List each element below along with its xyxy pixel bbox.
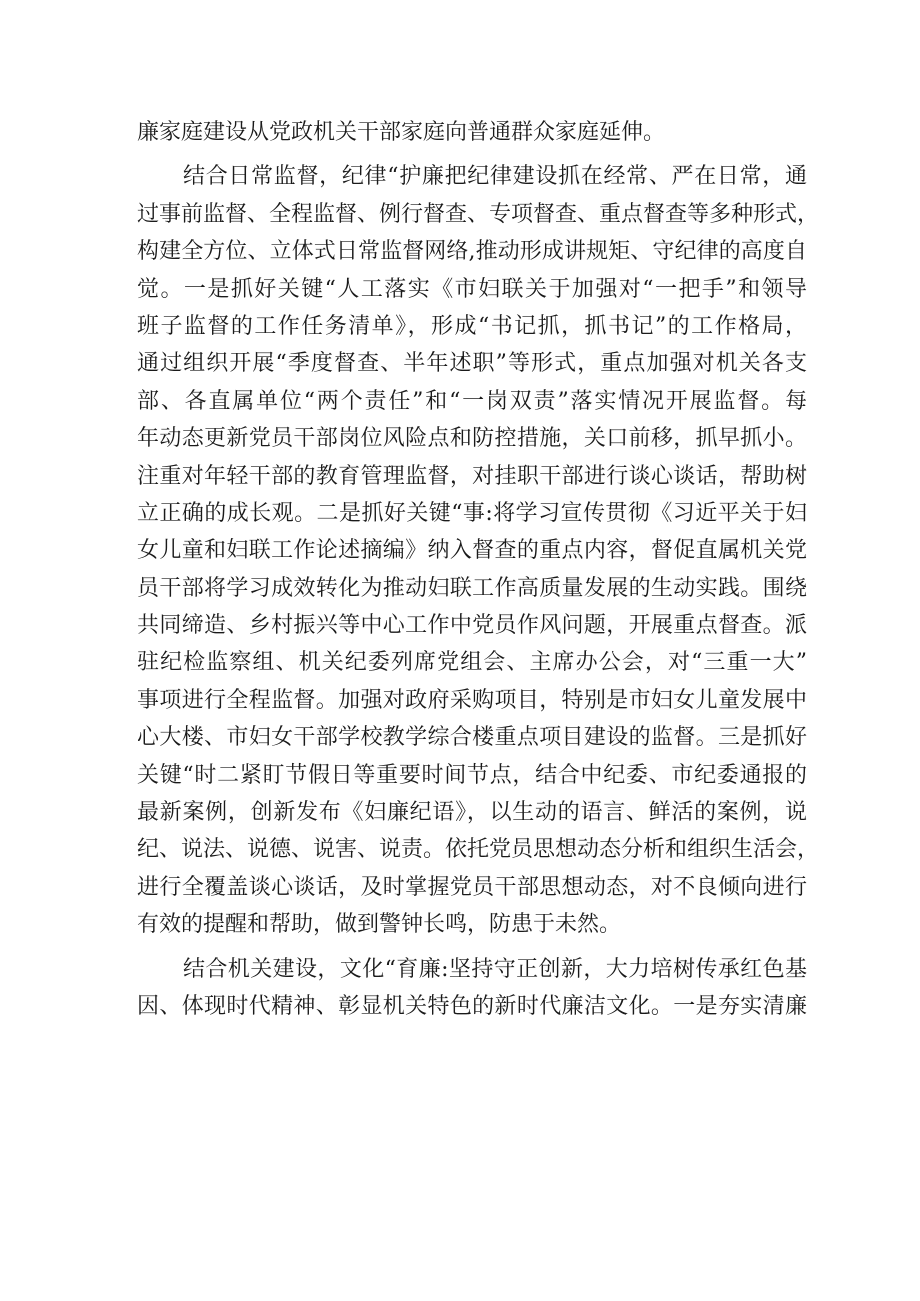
text-line: 事项进行全程监督。加强对政府采购项目，特别是市妇女儿童发展中 [137, 687, 807, 713]
text-line: 通过组织开展“季度督查、半年述职”等形式，重点加强对机关各支 [137, 351, 807, 377]
text-line: 心大楼、市妇女干部学校教学综合楼重点项目建设的监督。三是抓好 [137, 725, 807, 751]
text-line: 纪、说法、说德、说害、说责。依托党员思想动态分析和组织生活会， [137, 837, 820, 863]
text-line: 员干部将学习成效转化为推动妇联工作高质量发展的生动实践。围绕 [137, 575, 807, 601]
text-line: 有效的提醒和帮助，做到警钟长鸣，防患于未然。 [137, 912, 622, 938]
text-line: 构建全方位、立体式日常监督网络,推动形成讲规矩、守纪律的高度自 [137, 239, 807, 265]
paragraph-gap [137, 944, 807, 951]
text-line: 进行全覆盖谈心谈话，及时掌握党员干部思想动态，对不良倾向进行 [137, 874, 807, 900]
text-line: 关键“时二紧盯节假日等重要时间节点，结合中纪委、市纪委通报的 [137, 762, 807, 788]
text-line: 部、各直属单位“两个责任”和“一岗双责”落实情况开展监督。每 [137, 388, 807, 414]
text-line: 结合机关建设，文化“育廉:坚持守正创新，大力培树传承红色基 [183, 956, 807, 982]
text-line: 年动态更新党员干部岗位风险点和防控措施，关口前移，抓早抓小。 [137, 426, 807, 452]
body-text [137, 114, 820, 1025]
text-line: 廉家庭建设从党政机关干部家庭向普通群众家庭延伸。 [137, 120, 666, 145]
text-line: 因、体现时代精神、彰显机关特色的新时代廉洁文化。一是夯实清廉 [137, 993, 807, 1019]
text-line: 过事前监督、全程监督、例行督查、专项督查、重点督查等多种形式， [137, 201, 820, 227]
text-line: 结合日常监督，纪律“护廉把纪律建设抓在经常、严在日常，通 [183, 164, 807, 190]
text-line: 最新案例，创新发布《妇廉纪语》，以生动的语言、鲜活的案例，说 [137, 800, 807, 826]
paragraph-gap [137, 151, 807, 158]
text-line: 班子监督的工作任务清单》，形成“书记抓，抓书记”的工作格局， [137, 313, 807, 339]
text-line: 驻纪检监察组、机关纪委列席党组会、主席办公会，对“三重一大” [137, 650, 807, 676]
text-line: 觉。一是抓好关键“人工落实《市妇联关于加强对“一把手”和领导 [137, 276, 807, 302]
text-line: 立正确的成长观。二是抓好关键“事:将学习宣传贯彻《习近平关于妇 [137, 500, 807, 526]
text-line: 共同缔造、乡村振兴等中心工作中党员作风问题，开展重点督查。派 [137, 613, 807, 639]
text-line: 女儿童和妇联工作论述摘编》纳入督查的重点内容，督促直属机关党 [137, 538, 807, 564]
text-line: 注重对年轻干部的教育管理监督，对挂职干部进行谈心谈话，帮助树 [137, 463, 807, 489]
